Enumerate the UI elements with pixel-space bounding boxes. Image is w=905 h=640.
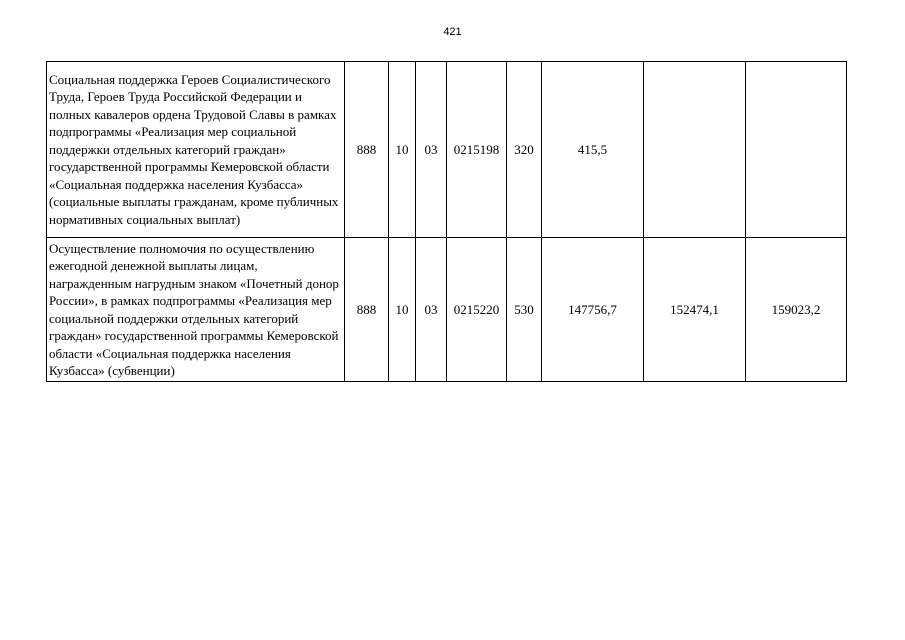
amount-year-1: 415,5 <box>542 62 644 238</box>
budget-table <box>46 61 847 382</box>
amount-year-3: 159023,2 <box>746 238 847 382</box>
ministry-code: 888 <box>345 62 389 238</box>
row-description: Социальная поддержка Героев Социалистического Труда, Героев Труда Российской Федерации и полных кавалеров ордена Трудовой Славы в рамках подпрограммы «Реализация мер социальной поддержки отдельных категорий граждан» государственной программы Кемеровской области «Социальная поддержка населения Кузбасса» (социальные выплаты гражданам, кроме публичных нормативных социальных выплат) <box>47 62 345 238</box>
amount-year-1: 147756,7 <box>542 238 644 382</box>
target-article-code: 0215198 <box>447 62 507 238</box>
page-number: 421 <box>443 26 462 38</box>
table-row <box>47 238 847 382</box>
target-article-code: 0215220 <box>447 238 507 382</box>
expense-type-code: 530 <box>507 238 542 382</box>
amount-year-3 <box>746 62 847 238</box>
expense-type-code: 320 <box>507 62 542 238</box>
amount-year-2 <box>644 62 746 238</box>
table-row <box>47 62 847 238</box>
row-description: Осуществление полномочия по осуществлению ежегодной денежной выплаты лицам, награжденным нагрудным знаком «Почетный донор России», в рамках подпрограммы «Реализация мер социальной поддержки отдельных категорий граждан» государственной программы Кемеровской области «Социальная поддержка населения Кузбасса» (субвенции) <box>47 238 345 382</box>
subsection-code: 03 <box>416 238 447 382</box>
ministry-code: 888 <box>345 238 389 382</box>
amount-year-2: 152474,1 <box>644 238 746 382</box>
section-code: 10 <box>389 238 416 382</box>
subsection-code: 03 <box>416 62 447 238</box>
section-code: 10 <box>389 62 416 238</box>
